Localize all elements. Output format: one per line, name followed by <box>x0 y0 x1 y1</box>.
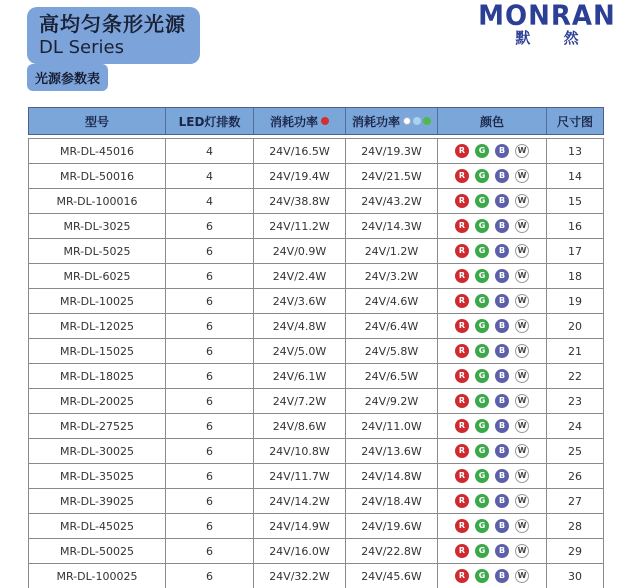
model-cell: MR-DL-3025 <box>29 214 166 238</box>
column-header <box>547 108 603 134</box>
dimension-figure-cell: 21 <box>568 344 582 358</box>
color-w-icon: W <box>515 394 529 408</box>
power-red-cell: 24V/5.0W <box>254 339 346 363</box>
color-b-icon: B <box>495 544 509 558</box>
color-r-icon: R <box>455 544 469 558</box>
color-b-icon: B <box>495 394 509 408</box>
table-row <box>29 489 603 514</box>
power-wbg-cell: 24V/45.6W <box>346 564 438 588</box>
power-wbg-cell: 24V/19.6W <box>346 514 438 538</box>
model-cell: MR-DL-30025 <box>29 439 166 463</box>
power-red-cell: 24V/19.4W <box>254 164 346 188</box>
column-header-label: 消耗功率 <box>351 114 400 129</box>
dimension-figure-cell: 19 <box>568 294 582 308</box>
power-red-cell: 24V/16.0W <box>254 539 346 563</box>
led-rows-cell: 6 <box>166 264 254 288</box>
table-row <box>29 164 603 189</box>
power-wbg-cell: 24V/21.5W <box>346 164 438 188</box>
dimension-figure-cell: 29 <box>568 544 582 558</box>
led-rows-cell: 4 <box>166 189 254 213</box>
color-w-icon: W <box>515 194 529 208</box>
led-rows-cell: 6 <box>166 389 254 413</box>
color-b-icon: B <box>495 244 509 258</box>
brand-logo <box>472 0 622 47</box>
power-wbg-cell: 24V/5.8W <box>346 339 438 363</box>
color-r-icon: R <box>455 419 469 433</box>
power-red-cell: 24V/4.8W <box>254 314 346 338</box>
dimension-figure-cell: 15 <box>568 194 582 208</box>
color-b-icon: B <box>495 519 509 533</box>
color-w-icon: W <box>515 419 529 433</box>
power-red-cell: 24V/8.6W <box>254 414 346 438</box>
model-cell: MR-DL-10025 <box>29 289 166 313</box>
color-w-icon: W <box>515 369 529 383</box>
dimension-figure-cell: 17 <box>568 244 582 258</box>
column-header <box>29 108 166 134</box>
color-g-icon: G <box>475 244 489 258</box>
power-wbg-cell: 24V/14.8W <box>346 464 438 488</box>
model-cell: MR-DL-6025 <box>29 264 166 288</box>
color-options-cell <box>438 464 547 488</box>
column-header-label: 尺寸图 <box>556 114 593 129</box>
led-rows-cell: 6 <box>166 214 254 238</box>
section-label-badge: 光源参数表 <box>27 64 108 91</box>
table-row <box>29 564 603 588</box>
power-red-cell: 24V/32.2W <box>254 564 346 588</box>
color-w-icon: W <box>515 169 529 183</box>
led-rows-cell: 6 <box>166 514 254 538</box>
color-w-icon: W <box>515 469 529 483</box>
dimension-figure-cell: 16 <box>568 219 582 233</box>
color-w-icon: W <box>515 269 529 283</box>
dimension-figure-cell: 28 <box>568 519 582 533</box>
led-rows-cell: 6 <box>166 539 254 563</box>
product-title-chinese: 高均匀条形光源 <box>39 12 186 36</box>
power-red-cell: 24V/14.2W <box>254 489 346 513</box>
power-red-cell: 24V/11.2W <box>254 214 346 238</box>
color-w-icon: W <box>515 444 529 458</box>
color-r-icon: R <box>455 369 469 383</box>
power-wbg-cell: 24V/6.4W <box>346 314 438 338</box>
color-r-icon: R <box>455 344 469 358</box>
model-cell: MR-DL-100025 <box>29 564 166 588</box>
led-rows-cell: 4 <box>166 164 254 188</box>
power-wbg-cell: 24V/19.3W <box>346 139 438 163</box>
color-w-icon: W <box>515 144 529 158</box>
power-wbg-cell: 24V/18.4W <box>346 489 438 513</box>
color-r-icon: R <box>455 469 469 483</box>
color-r-icon: R <box>455 494 469 508</box>
color-options-cell <box>438 414 547 438</box>
power-wbg-cell: 24V/9.2W <box>346 389 438 413</box>
color-r-icon: R <box>455 444 469 458</box>
power-type-dot-icon <box>403 117 411 125</box>
color-options-cell <box>438 364 547 388</box>
dimension-figure-cell: 26 <box>568 469 582 483</box>
dimension-figure-cell: 13 <box>568 144 582 158</box>
color-options-cell <box>438 339 547 363</box>
table-row <box>29 389 603 414</box>
table-row <box>29 214 603 239</box>
color-options-cell <box>438 264 547 288</box>
model-cell: MR-DL-27525 <box>29 414 166 438</box>
color-g-icon: G <box>475 494 489 508</box>
color-r-icon: R <box>455 569 469 583</box>
color-b-icon: B <box>495 444 509 458</box>
color-r-icon: R <box>455 194 469 208</box>
model-cell: MR-DL-45025 <box>29 514 166 538</box>
color-w-icon: W <box>515 294 529 308</box>
color-w-icon: W <box>515 544 529 558</box>
table-row <box>29 339 603 364</box>
color-g-icon: G <box>475 369 489 383</box>
color-g-icon: G <box>475 319 489 333</box>
table-row <box>29 239 603 264</box>
color-r-icon: R <box>455 219 469 233</box>
model-cell: MR-DL-100016 <box>29 189 166 213</box>
power-red-cell: 24V/7.2W <box>254 389 346 413</box>
table-row <box>29 464 603 489</box>
color-options-cell <box>438 214 547 238</box>
led-rows-cell: 6 <box>166 289 254 313</box>
color-g-icon: G <box>475 569 489 583</box>
table-body <box>28 138 604 588</box>
color-r-icon: R <box>455 269 469 283</box>
dimension-figure-cell: 30 <box>568 569 582 583</box>
color-w-icon: W <box>515 244 529 258</box>
table-row <box>29 364 603 389</box>
column-header <box>254 108 346 134</box>
model-cell: MR-DL-12025 <box>29 314 166 338</box>
color-w-icon: W <box>515 519 529 533</box>
color-b-icon: B <box>495 144 509 158</box>
model-cell: MR-DL-15025 <box>29 339 166 363</box>
color-w-icon: W <box>515 319 529 333</box>
dimension-figure-cell: 23 <box>568 394 582 408</box>
color-g-icon: G <box>475 469 489 483</box>
color-g-icon: G <box>475 344 489 358</box>
led-rows-cell: 6 <box>166 364 254 388</box>
color-b-icon: B <box>495 219 509 233</box>
dimension-figure-cell: 27 <box>568 494 582 508</box>
led-rows-cell: 6 <box>166 564 254 588</box>
dimension-figure-cell: 20 <box>568 319 582 333</box>
product-series-name: DL Series <box>39 37 124 58</box>
color-b-icon: B <box>495 494 509 508</box>
color-b-icon: B <box>495 369 509 383</box>
model-cell: MR-DL-45016 <box>29 139 166 163</box>
brand-logo-chinese: 默 然 <box>515 29 593 47</box>
color-g-icon: G <box>475 144 489 158</box>
dimension-figure-cell: 24 <box>568 419 582 433</box>
color-r-icon: R <box>455 519 469 533</box>
color-b-icon: B <box>495 469 509 483</box>
color-w-icon: W <box>515 569 529 583</box>
column-header-label: 型号 <box>84 114 109 129</box>
model-cell: MR-DL-50025 <box>29 539 166 563</box>
color-options-cell <box>438 289 547 313</box>
color-r-icon: R <box>455 244 469 258</box>
power-wbg-cell: 24V/6.5W <box>346 364 438 388</box>
table-row <box>29 139 603 164</box>
dimension-figure-cell: 14 <box>568 169 582 183</box>
power-type-dot-icon <box>321 117 329 125</box>
power-red-cell: 24V/16.5W <box>254 139 346 163</box>
led-rows-cell: 6 <box>166 439 254 463</box>
led-rows-cell: 6 <box>166 339 254 363</box>
power-type-dot-icon <box>413 117 421 125</box>
color-options-cell <box>438 189 547 213</box>
model-cell: MR-DL-20025 <box>29 389 166 413</box>
model-cell: MR-DL-39025 <box>29 489 166 513</box>
color-options-cell <box>438 239 547 263</box>
power-wbg-cell: 24V/13.6W <box>346 439 438 463</box>
power-wbg-cell: 24V/22.8W <box>346 539 438 563</box>
led-rows-cell: 6 <box>166 314 254 338</box>
power-red-cell: 24V/14.9W <box>254 514 346 538</box>
table-row <box>29 189 603 214</box>
color-b-icon: B <box>495 194 509 208</box>
led-rows-cell: 6 <box>166 489 254 513</box>
color-r-icon: R <box>455 394 469 408</box>
power-wbg-cell: 24V/4.6W <box>346 289 438 313</box>
column-header <box>166 108 254 134</box>
color-options-cell <box>438 564 547 588</box>
color-options-cell <box>438 514 547 538</box>
color-options-cell <box>438 164 547 188</box>
color-b-icon: B <box>495 569 509 583</box>
table-row <box>29 314 603 339</box>
color-g-icon: G <box>475 169 489 183</box>
table-row <box>29 414 603 439</box>
column-header <box>438 108 547 134</box>
table-row <box>29 289 603 314</box>
color-b-icon: B <box>495 319 509 333</box>
color-g-icon: G <box>475 219 489 233</box>
color-r-icon: R <box>455 294 469 308</box>
color-b-icon: B <box>495 294 509 308</box>
power-red-cell: 24V/0.9W <box>254 239 346 263</box>
model-cell: MR-DL-18025 <box>29 364 166 388</box>
power-wbg-cell: 24V/43.2W <box>346 189 438 213</box>
power-red-cell: 24V/10.8W <box>254 439 346 463</box>
product-title-badge <box>27 7 200 64</box>
color-b-icon: B <box>495 344 509 358</box>
led-rows-cell: 6 <box>166 464 254 488</box>
color-options-cell <box>438 539 547 563</box>
color-g-icon: G <box>475 269 489 283</box>
color-b-icon: B <box>495 419 509 433</box>
led-rows-cell: 4 <box>166 139 254 163</box>
power-wbg-cell: 24V/3.2W <box>346 264 438 288</box>
power-wbg-cell: 24V/1.2W <box>346 239 438 263</box>
power-wbg-cell: 24V/14.3W <box>346 214 438 238</box>
spec-table <box>28 107 604 588</box>
table-row <box>29 439 603 464</box>
color-g-icon: G <box>475 519 489 533</box>
power-red-cell: 24V/6.1W <box>254 364 346 388</box>
model-cell: MR-DL-35025 <box>29 464 166 488</box>
power-red-cell: 24V/3.6W <box>254 289 346 313</box>
color-g-icon: G <box>475 444 489 458</box>
led-rows-cell: 6 <box>166 239 254 263</box>
table-row <box>29 539 603 564</box>
power-red-cell: 24V/38.8W <box>254 189 346 213</box>
color-options-cell <box>438 389 547 413</box>
dimension-figure-cell: 18 <box>568 269 582 283</box>
column-header-label: 消耗功率 <box>269 114 318 129</box>
color-r-icon: R <box>455 169 469 183</box>
power-wbg-cell: 24V/11.0W <box>346 414 438 438</box>
color-b-icon: B <box>495 269 509 283</box>
color-r-icon: R <box>455 144 469 158</box>
dimension-figure-cell: 22 <box>568 369 582 383</box>
brand-logo-text: MONRAN <box>478 0 616 32</box>
color-g-icon: G <box>475 394 489 408</box>
color-g-icon: G <box>475 419 489 433</box>
table-row <box>29 264 603 289</box>
color-options-cell <box>438 489 547 513</box>
column-header-label: 颜色 <box>479 114 504 129</box>
color-b-icon: B <box>495 169 509 183</box>
dimension-figure-cell: 25 <box>568 444 582 458</box>
color-w-icon: W <box>515 494 529 508</box>
column-header-label: LED灯排数 <box>178 114 241 129</box>
color-w-icon: W <box>515 344 529 358</box>
color-options-cell <box>438 139 547 163</box>
led-rows-cell: 6 <box>166 414 254 438</box>
model-cell: MR-DL-5025 <box>29 239 166 263</box>
color-r-icon: R <box>455 319 469 333</box>
power-red-cell: 24V/2.4W <box>254 264 346 288</box>
table-row <box>29 514 603 539</box>
color-options-cell <box>438 439 547 463</box>
color-w-icon: W <box>515 219 529 233</box>
color-g-icon: G <box>475 194 489 208</box>
table-header-row <box>28 107 604 135</box>
color-options-cell <box>438 314 547 338</box>
column-header <box>346 108 438 134</box>
color-g-icon: G <box>475 544 489 558</box>
color-g-icon: G <box>475 294 489 308</box>
model-cell: MR-DL-50016 <box>29 164 166 188</box>
power-red-cell: 24V/11.7W <box>254 464 346 488</box>
power-type-dot-icon <box>423 117 431 125</box>
